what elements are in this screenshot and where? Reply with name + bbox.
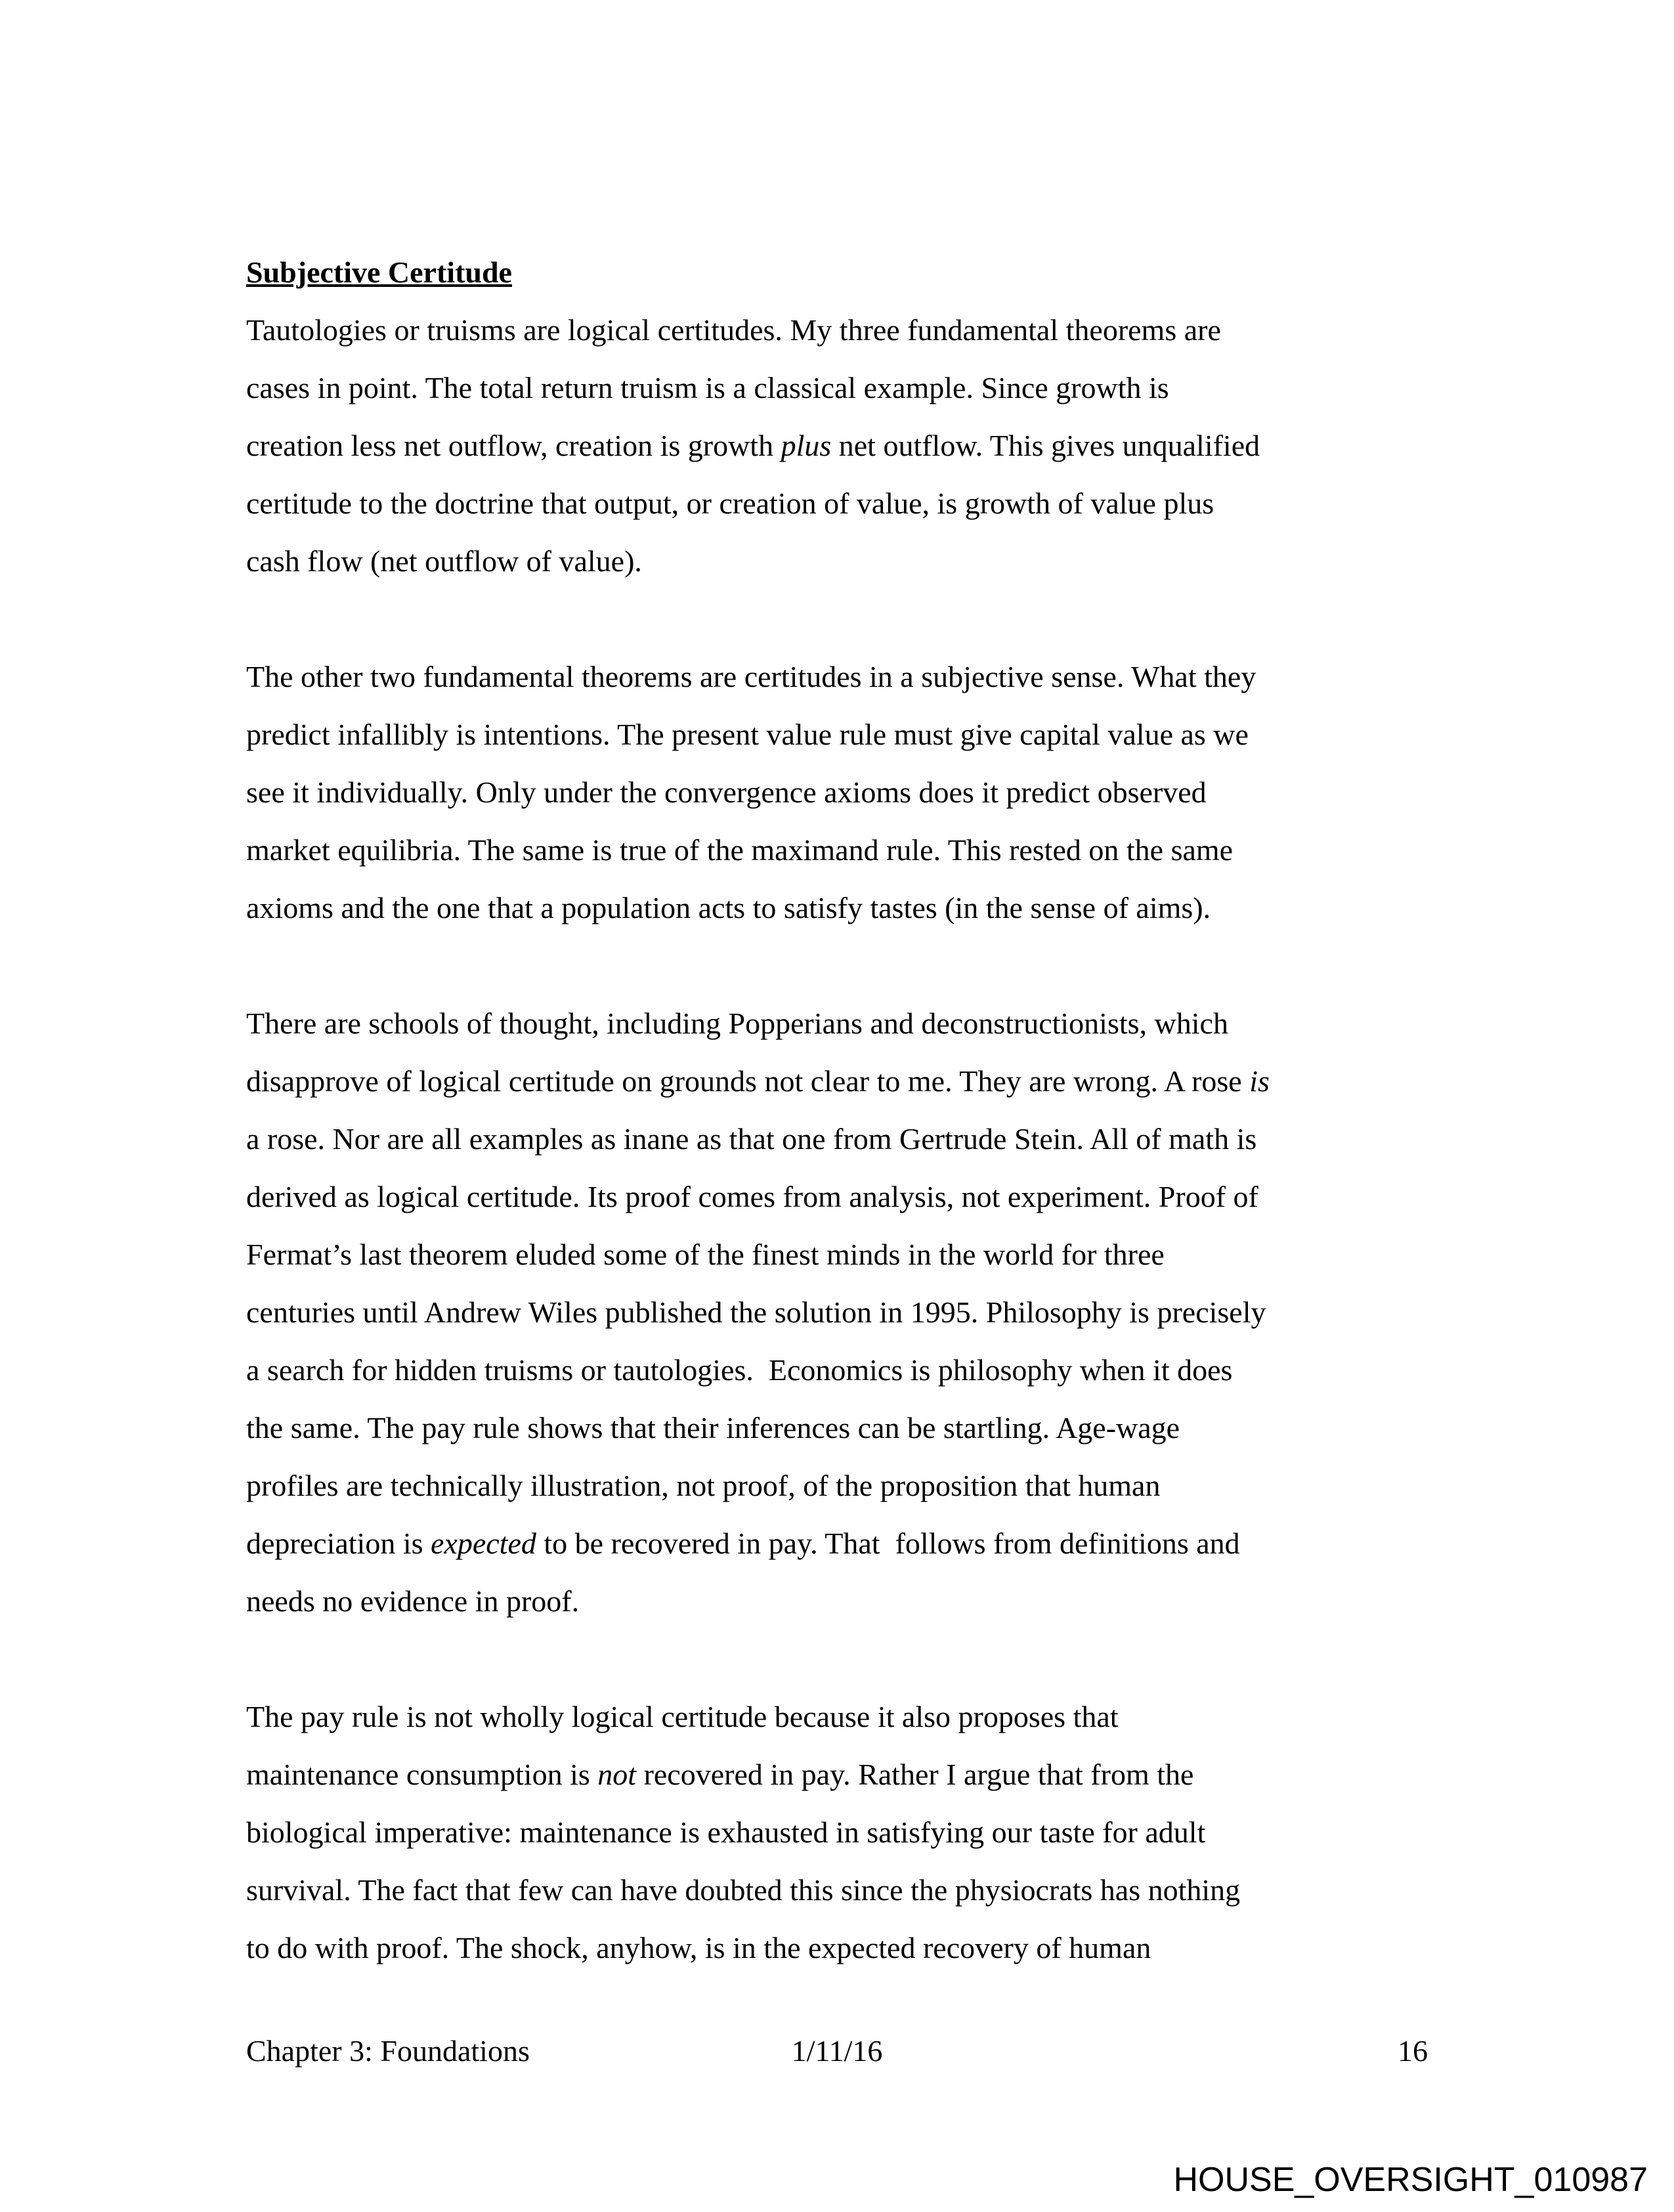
- text-line: a search for hidden truisms or tautologies. Economics is philosophy when it does: [246, 1353, 1233, 1387]
- text-line: depreciation is expected to be recovered in pay. That follows from definitions and: [246, 1527, 1240, 1560]
- text-line: The other two fundamental theorems are certitudes in a subjective sense. What they: [246, 660, 1256, 693]
- text-line: survival. The fact that few can have doubted this since the physiocrats has nothing: [246, 1873, 1241, 1907]
- text-line: creation less net outflow, creation is growth plus net outflow. This gives unqualified: [246, 429, 1260, 462]
- page-footer: [246, 2022, 1428, 2080]
- text-line: axioms and the one that a population acts to satisfy tastes (in the sense of aims).: [246, 891, 1211, 924]
- text-line: cash flow (net outflow of value).: [246, 544, 642, 578]
- paragraphs: [246, 301, 1467, 1977]
- text-line: The pay rule is not wholly logical certitude because it also proposes that: [246, 1700, 1119, 1733]
- footer-chapter-label: Chapter 3: Foundations: [246, 2034, 530, 2068]
- paragraph: [246, 995, 1467, 1630]
- text-line: certitude to the doctrine that output, or creation of value, is growth of value plus: [246, 487, 1214, 520]
- text-line: to do with proof. The shock, anyhow, is in the expected recovery of human: [246, 1931, 1151, 1964]
- paragraph: [246, 301, 1467, 590]
- text-line: cases in point. The total return truism is a classical example. Since growth is: [246, 371, 1169, 404]
- footer-date: 1/11/16: [791, 2034, 883, 2068]
- bates-stamp-watermark: HOUSE_OVERSIGHT_010987: [1173, 2161, 1648, 2199]
- text-line: derived as logical certitude. Its proof comes from analysis, not experiment. Proof of: [246, 1180, 1258, 1213]
- paragraph: [246, 1688, 1467, 1977]
- text-line: the same. The pay rule shows that their inferences can be startling. Age-wage: [246, 1411, 1180, 1444]
- text-line: Fermat’s last theorem eluded some of the finest minds in the world for three: [246, 1238, 1165, 1271]
- text-line: There are schools of thought, including Popperians and deconstructionists, which: [246, 1007, 1228, 1040]
- text-line: predict infallibly is intentions. The present value rule must give capital value as we: [246, 718, 1249, 751]
- text-line: profiles are technically illustration, not proof, of the proposition that human: [246, 1469, 1161, 1502]
- document-body: [246, 244, 1467, 1977]
- text-line: needs no evidence in proof.: [246, 1584, 580, 1618]
- text-line: market equilibria. The same is true of the maximand rule. This rested on the same: [246, 833, 1234, 867]
- footer-page-number: 16: [1398, 2034, 1428, 2068]
- text-line: centuries until Andrew Wiles published the solution in 1995. Philosophy is precisely: [246, 1295, 1266, 1329]
- paragraph: [246, 648, 1467, 937]
- document-title: Subjective Certitude: [246, 255, 512, 289]
- text-line: biological imperative: maintenance is exhausted in satisfying our taste for adult: [246, 1815, 1206, 1849]
- text-line: Tautologies or truisms are logical certitudes. My three fundamental theorems are: [246, 313, 1221, 347]
- text-line: a rose. Nor are all examples as inane as that one from Gertrude Stein. All of math is: [246, 1122, 1257, 1156]
- text-line: disapprove of logical certitude on grounds not clear to me. They are wrong. A rose is: [246, 1064, 1270, 1098]
- text-line: see it individually. Only under the convergence axioms does it predict observed: [246, 775, 1207, 809]
- text-line: maintenance consumption is not recovered in pay. Rather I argue that from the: [246, 1758, 1194, 1791]
